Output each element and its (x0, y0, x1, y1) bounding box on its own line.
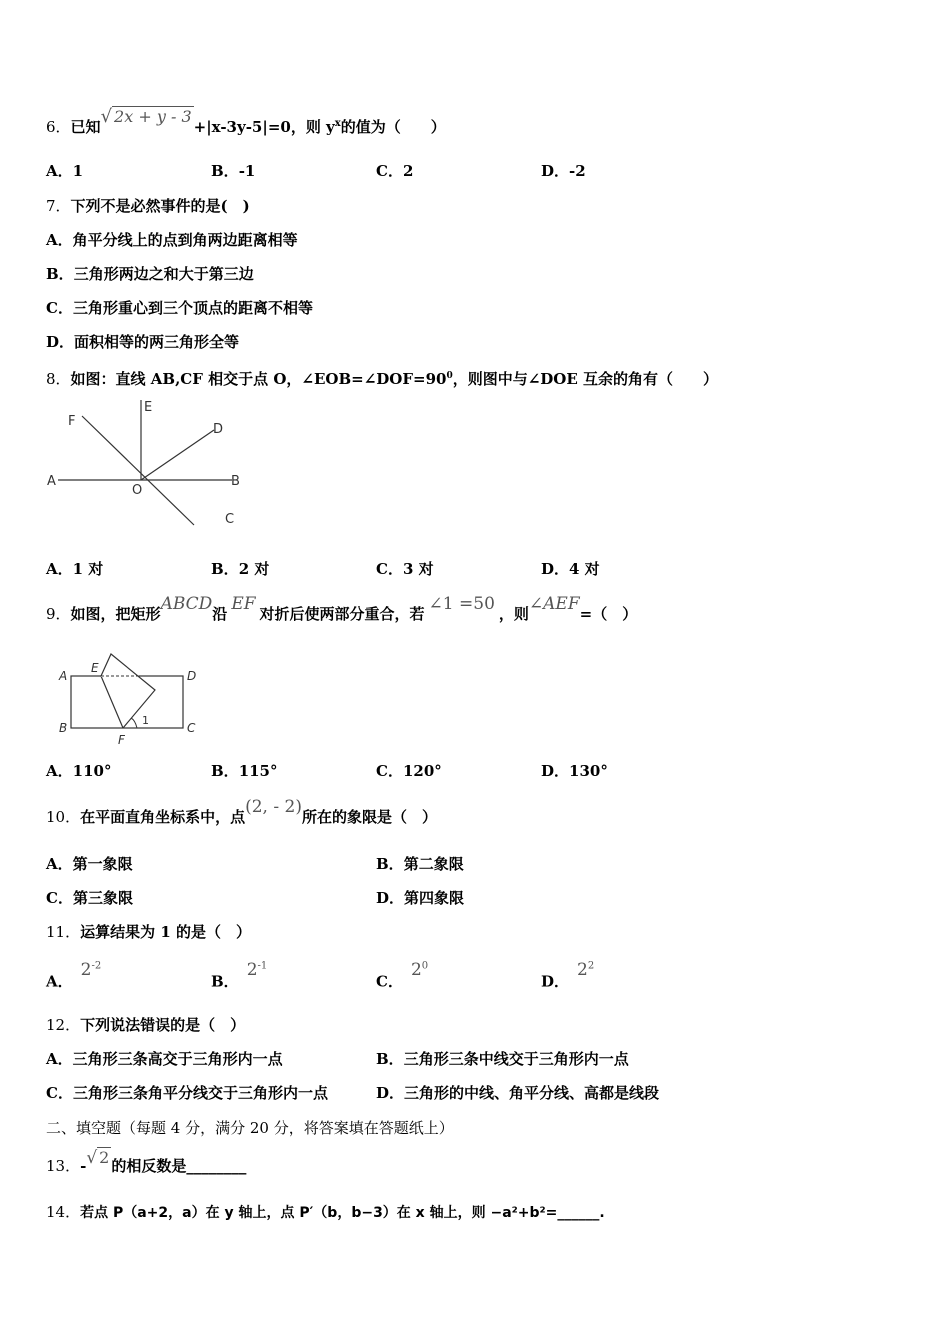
option-a[interactable]: A．$2^{-2}$ (46, 959, 102, 991)
question-number: 14． (46, 1203, 81, 1221)
option-a[interactable]: A．1 对 (46, 560, 104, 578)
option-c[interactable]: C．$2^0$ (376, 959, 429, 991)
question-number: 7． (46, 197, 71, 215)
question-7 (46, 196, 250, 216)
question-number: 13． (46, 1157, 81, 1175)
question-number: 12． (46, 1016, 81, 1034)
question-number: 6． (46, 118, 71, 136)
math-ef: EF (231, 594, 256, 614)
option-b[interactable]: B．115° (211, 762, 278, 780)
label-f: F (118, 733, 125, 747)
figure-folded-rectangle (55, 648, 215, 748)
minus-sign: - (80, 1157, 87, 1175)
option-c[interactable]: C．2 (376, 162, 414, 180)
math-abcd: ABCD (160, 594, 213, 614)
question-number: 9． (46, 605, 71, 623)
label-e: E (144, 400, 153, 415)
question-6 (46, 106, 446, 137)
label-o: O (132, 483, 143, 498)
option-c[interactable]: C．第三象限 (46, 889, 133, 907)
fold-line-ef (101, 676, 123, 728)
math-angle-aef: ∠AEF (528, 594, 580, 614)
option-c[interactable]: C．120° (376, 762, 442, 780)
line-fc (82, 416, 194, 525)
question-text: 如图，把矩形 (70, 605, 161, 623)
line-od (141, 430, 214, 480)
label-a: A (59, 669, 68, 683)
option-d[interactable]: D．4 对 (541, 560, 600, 578)
option-b[interactable]: B．-1 (211, 162, 256, 180)
label-c: C (225, 512, 235, 527)
option-b[interactable]: B．三角形两边之和大于第三边 (46, 265, 254, 283)
label-b: B (231, 474, 240, 489)
question-12 (46, 1015, 245, 1035)
label-e: E (91, 661, 99, 675)
option-b[interactable]: B．2 对 (211, 560, 270, 578)
question-text: 已知 (70, 118, 101, 136)
label-b: B (59, 721, 68, 735)
option-b[interactable]: B．第二象限 (376, 855, 464, 873)
option-c[interactable]: C．三角形三条角平分线交于三角形内一点 (46, 1084, 328, 1102)
option-d[interactable]: D．三角形的中线、角平分线、高都是线段 (376, 1084, 660, 1102)
option-a[interactable]: A．110° (46, 762, 112, 780)
superscript: 0 (446, 371, 453, 381)
question-11 (46, 922, 251, 942)
label-c: C (187, 721, 196, 735)
question-text: ，则图中与∠DOE 互余的角有（ ） (452, 370, 719, 388)
figure-lines-ab-cf (40, 394, 260, 534)
math-point: (2, - 2) (245, 797, 302, 817)
option-b[interactable]: B．$2^{-1}$ (211, 959, 268, 991)
option-d[interactable]: D．$2^2$ (541, 959, 595, 991)
rectangle-abcd (71, 676, 183, 728)
question-text: 在平面直角坐标系中，点 (80, 808, 246, 826)
question-text: 下列说法错误的是（ ） (80, 1016, 246, 1034)
option-d[interactable]: D．130° (541, 762, 608, 780)
option-b[interactable]: B．三角形三条中线交于三角形内一点 (376, 1050, 629, 1068)
label-f: F (68, 414, 76, 429)
question-text: 若点 P（a+2，a）在 y 轴上，点 P′（b，b−3）在 x 轴上，则 −a²+b²=______. (80, 1205, 605, 1221)
question-text: 的相反数是________ (111, 1157, 247, 1175)
question-8 (46, 366, 718, 389)
option-a[interactable]: A．三角形三条高交于三角形内一点 (46, 1050, 283, 1068)
question-9: 9．如图，把矩形ABCD沿 EF 对折后使两部分重合，若 ∠1 =50 ，则∠AEF=（ ） (46, 594, 638, 623)
section-title: 二、填空题（每题 4 分，满分 20 分，将答案填在答题纸上） (46, 1119, 454, 1137)
option-d[interactable]: D．第四象限 (376, 889, 465, 907)
question-10 (46, 797, 437, 827)
sqrt-expression: √ 2x + y - 3 (100, 106, 192, 127)
question-number: 11． (46, 923, 81, 941)
question-text: 如图：直线 AB,CF 相交于点 O，∠EOB=∠DOF=90 (70, 370, 447, 388)
option-d[interactable]: D．面积相等的两三角形全等 (46, 333, 240, 351)
question-text: 所在的象限是（ ） (301, 808, 437, 826)
question-text: +|x-3y-5|=0，则 y (193, 118, 335, 136)
superscript: x (334, 118, 341, 129)
option-a[interactable]: A．角平分线上的点到角两边距离相等 (46, 231, 298, 249)
angle-arc (131, 718, 137, 728)
option-c[interactable]: C．三角形重心到三个顶点的距离不相等 (46, 299, 313, 317)
math-angle-1: ∠1 =50 (428, 594, 495, 614)
label-a: A (47, 474, 56, 489)
option-a[interactable]: A．第一象限 (46, 855, 133, 873)
label-d: D (187, 669, 197, 683)
label-angle-1: 1 (142, 714, 149, 727)
sqrt-expression: √ 2 (86, 1148, 110, 1168)
question-text: 运算结果为 1 的是（ ） (80, 923, 251, 941)
option-c[interactable]: C．3 对 (376, 560, 434, 578)
question-text: 下列不是必然事件的是( ) (70, 197, 250, 215)
option-d[interactable]: D．-2 (541, 162, 586, 180)
question-text: 的值为（ ） (340, 118, 446, 136)
question-number: 8． (46, 370, 71, 388)
label-d: D (213, 422, 224, 437)
option-a[interactable]: A．1 (46, 162, 84, 180)
question-14 (46, 1202, 605, 1223)
question-number: 10． (46, 808, 81, 826)
question-13 (46, 1148, 247, 1176)
